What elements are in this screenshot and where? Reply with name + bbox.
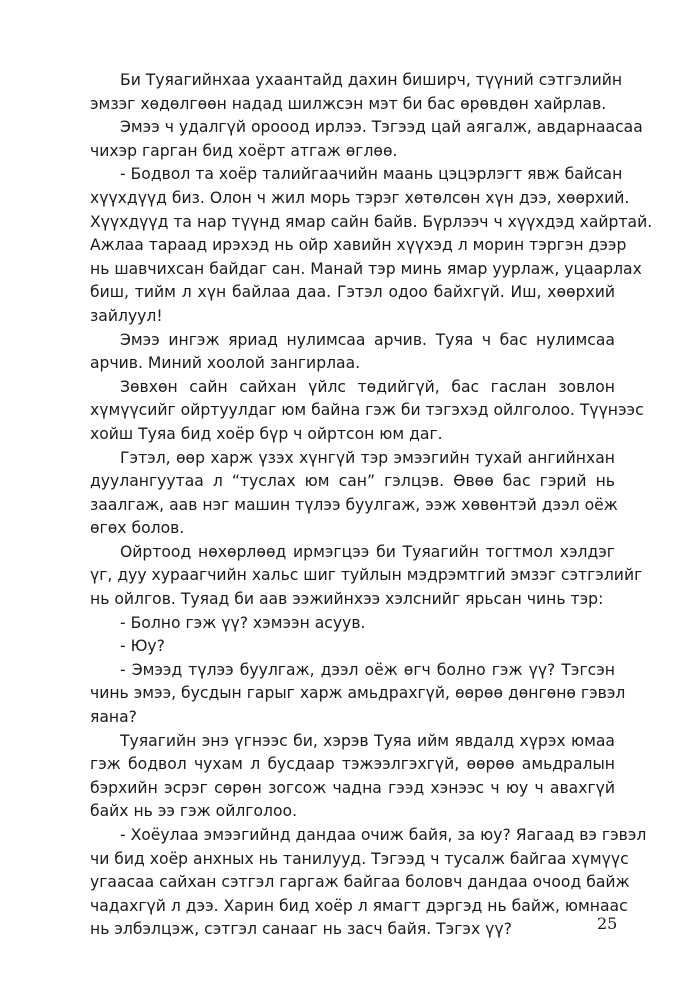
- text-line: - Бодвол та хоёр талийгаачийн маань цэцэрлэгт явж байсан: [120, 165, 623, 184]
- paragraph: [90, 659, 626, 730]
- paragraph: [90, 541, 643, 612]
- page-number: 25: [597, 914, 618, 933]
- text-line: - Юу?: [120, 637, 165, 656]
- text-line: - Болно гэж үү? хэмээн асуув.: [120, 613, 366, 632]
- text-line: биш, тийм л хүн байлаа даа. Гэтэл одоо байхгүй. Иш, хөөрхий: [90, 283, 615, 302]
- text-line: хүүхдүүд биз. Олон ч жил морь тэрэг хөтөлсөн хүн дээ, хөөрхий.: [90, 188, 630, 207]
- text-line: Гэтэл, өөр харж үзэх хүнгүй тэр эмээгийн тухай ангийнхан: [120, 448, 615, 467]
- text-line: зайлуул!: [90, 306, 163, 325]
- text-line: арчив. Миний хоолой зангирлаа.: [90, 354, 361, 373]
- text-line: чинь эмээ, бусдын гарыг харж амьдрахгүй, өөрөө дөнгөнө гэвэл: [90, 684, 626, 703]
- text-line: өгөх болов.: [90, 519, 185, 538]
- text-line: Зөвхөн сайн сайхан үйлс төдийгүй, бас гаслан зовлон: [120, 377, 615, 396]
- paragraph: [90, 376, 644, 447]
- paragraph: [90, 447, 618, 541]
- text-line: чадахгүй л дээ. Харин бид хоёр л ямагт дэргэд нь байж, юмнаас: [90, 896, 628, 915]
- text-line: нь шавчихсан байдаг сан. Манай тэр минь ямар уурлаж, уцаарлах: [90, 259, 642, 278]
- text-line: Эмээ ч удалгүй орооод ирлээ. Тэгээд цай аягалж, авдарнаасаа: [120, 118, 643, 137]
- text-line: заалгаж, аав нэг машин түлээ буулгаж, ээж хөвөнтэй дээл оёж: [90, 495, 618, 514]
- text-line: байх нь ээ гэж ойлголоо.: [90, 802, 298, 821]
- text-line: дуулангуутаа л “туслах юм сан” гэлцэв. Өвөө бас гэрий нь: [90, 472, 615, 491]
- text-line: - Эмээд түлээ буулгаж, дээл оёж өгч болно гэж үү? Тэгсэн: [120, 660, 615, 679]
- text-line: бэрхийн эсрэг сөрөн зогсож чадна гээд хэнээс ч юу ч авахгүй: [90, 778, 615, 797]
- text-line: Туяагийн энэ үгнээс би, хэрэв Туяа ийм явдалд хүрэх юмаа: [120, 731, 615, 750]
- text-line: Эмээ ингэж яриад нулимсаа арчив. Туяа ч бас нулимсаа: [120, 330, 615, 349]
- text-line: чи бид хоёр анхных нь танилууд. Тэгээд ч тусалж байгаа хүмүүс: [90, 849, 629, 868]
- body-text: [90, 69, 653, 942]
- text-line: Хүүхдүүд та нар түүнд ямар сайн байв. Бүрлээч ч хүүхдэд хайртай.: [90, 212, 653, 231]
- text-line: яана?: [90, 708, 137, 727]
- text-line: хойш Туяа бид хоёр бүр ч ойртсон юм даг.: [90, 424, 443, 443]
- text-line: хүмүүсийг ойртуулдаг юм байна гэж би тэгэхэд ойлголоо. Түүнээс: [90, 401, 644, 420]
- text-line: Би Туяагийнхаа ухаантайд дахин биширч, түүний сэтгэлийн: [120, 71, 623, 89]
- paragraph: [90, 612, 615, 636]
- text-line: нь ойлгов. Туяад би аав ээжийнхээ хэлснийг ярьсан чинь тэр:: [90, 590, 604, 609]
- text-line: эмзэг хөдөлгөөн надад шилжсэн мэт би бас өрөвдөн хайрлав.: [90, 94, 607, 113]
- text-line: угаасаа сайхан сэтгэл гаргаж байгаа боловч дандаа очоод байж: [90, 873, 630, 892]
- text-line: үг, дуу хураагчийн хальс шиг туйлын мэдрэмтгий эмзэг сэтгэлийг: [90, 566, 643, 585]
- text-line: нь элбэлцэж, сэтгэл санааг нь засч байя. Тэгэх үү?: [90, 920, 512, 939]
- text-line: Ажлаа тараад ирэхэд нь ойр хавийн хүүхэд л морин тэргэн дээр: [90, 236, 627, 255]
- text-line: - Хоёулаа эмээгийнд дандаа очиж байя, за юу? Яагаад вэ гэвэл: [120, 826, 647, 844]
- text-line: чихэр гарган бид хоёрт атгаж өглөө.: [90, 141, 398, 160]
- text-line: гэж бодвол чухам л бусдаар тэжээлгэхгүй, өөрөө амьдралын: [90, 755, 615, 774]
- paragraph: [90, 163, 653, 328]
- paragraph: [90, 329, 615, 376]
- paragraph: [90, 635, 615, 659]
- paragraph: [90, 730, 615, 824]
- text-line: Ойртоод нөхөрлөөд ирмэгцээ би Туяагийн тогтмол хэлдэг: [120, 542, 615, 561]
- paragraph: [90, 824, 647, 942]
- paragraph: [90, 116, 643, 163]
- paragraph: [90, 69, 623, 116]
